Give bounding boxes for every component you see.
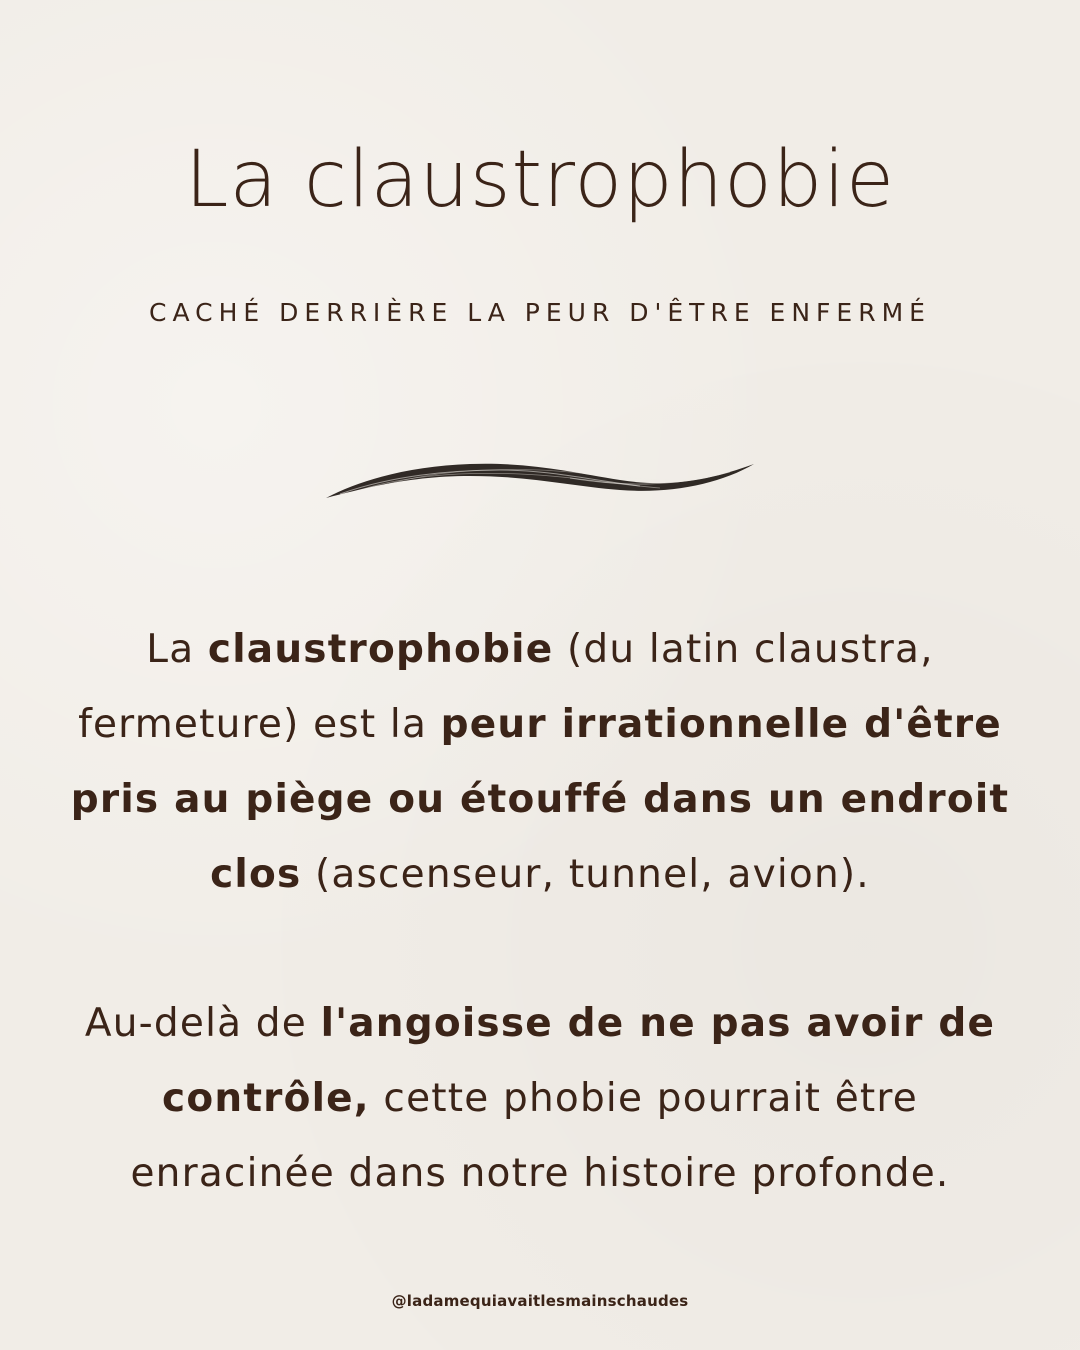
text-run: cette phobie pourrait être enracinée dans notre histoire profonde. bbox=[130, 1076, 950, 1196]
author-handle: @ladamequiavaitlesmainschaudes bbox=[391, 1292, 689, 1310]
bold-run: claustrophobie bbox=[207, 627, 554, 672]
text-run: (du latin claustra, fermeture) est la bbox=[78, 627, 934, 747]
brush-stroke-divider bbox=[320, 450, 760, 510]
bold-run: l'angoisse de ne pas avoir de contrôle, bbox=[162, 1001, 996, 1121]
subtitle: CACHÉ DERRIÈRE LA PEUR D'ÊTRE ENFERMÉ bbox=[149, 298, 931, 327]
bold-run: peur irrationnelle d'être pris au piège ou étouffé dans un endroit clos bbox=[70, 702, 1010, 897]
page-title: La claustrophobie bbox=[185, 135, 895, 225]
text-run: Au-delà de bbox=[84, 1001, 321, 1046]
text-run: (ascenseur, tunnel, avion). bbox=[301, 852, 870, 897]
text-run: La bbox=[146, 627, 208, 672]
context-paragraph bbox=[60, 986, 1020, 1211]
definition-paragraph bbox=[60, 612, 1020, 912]
